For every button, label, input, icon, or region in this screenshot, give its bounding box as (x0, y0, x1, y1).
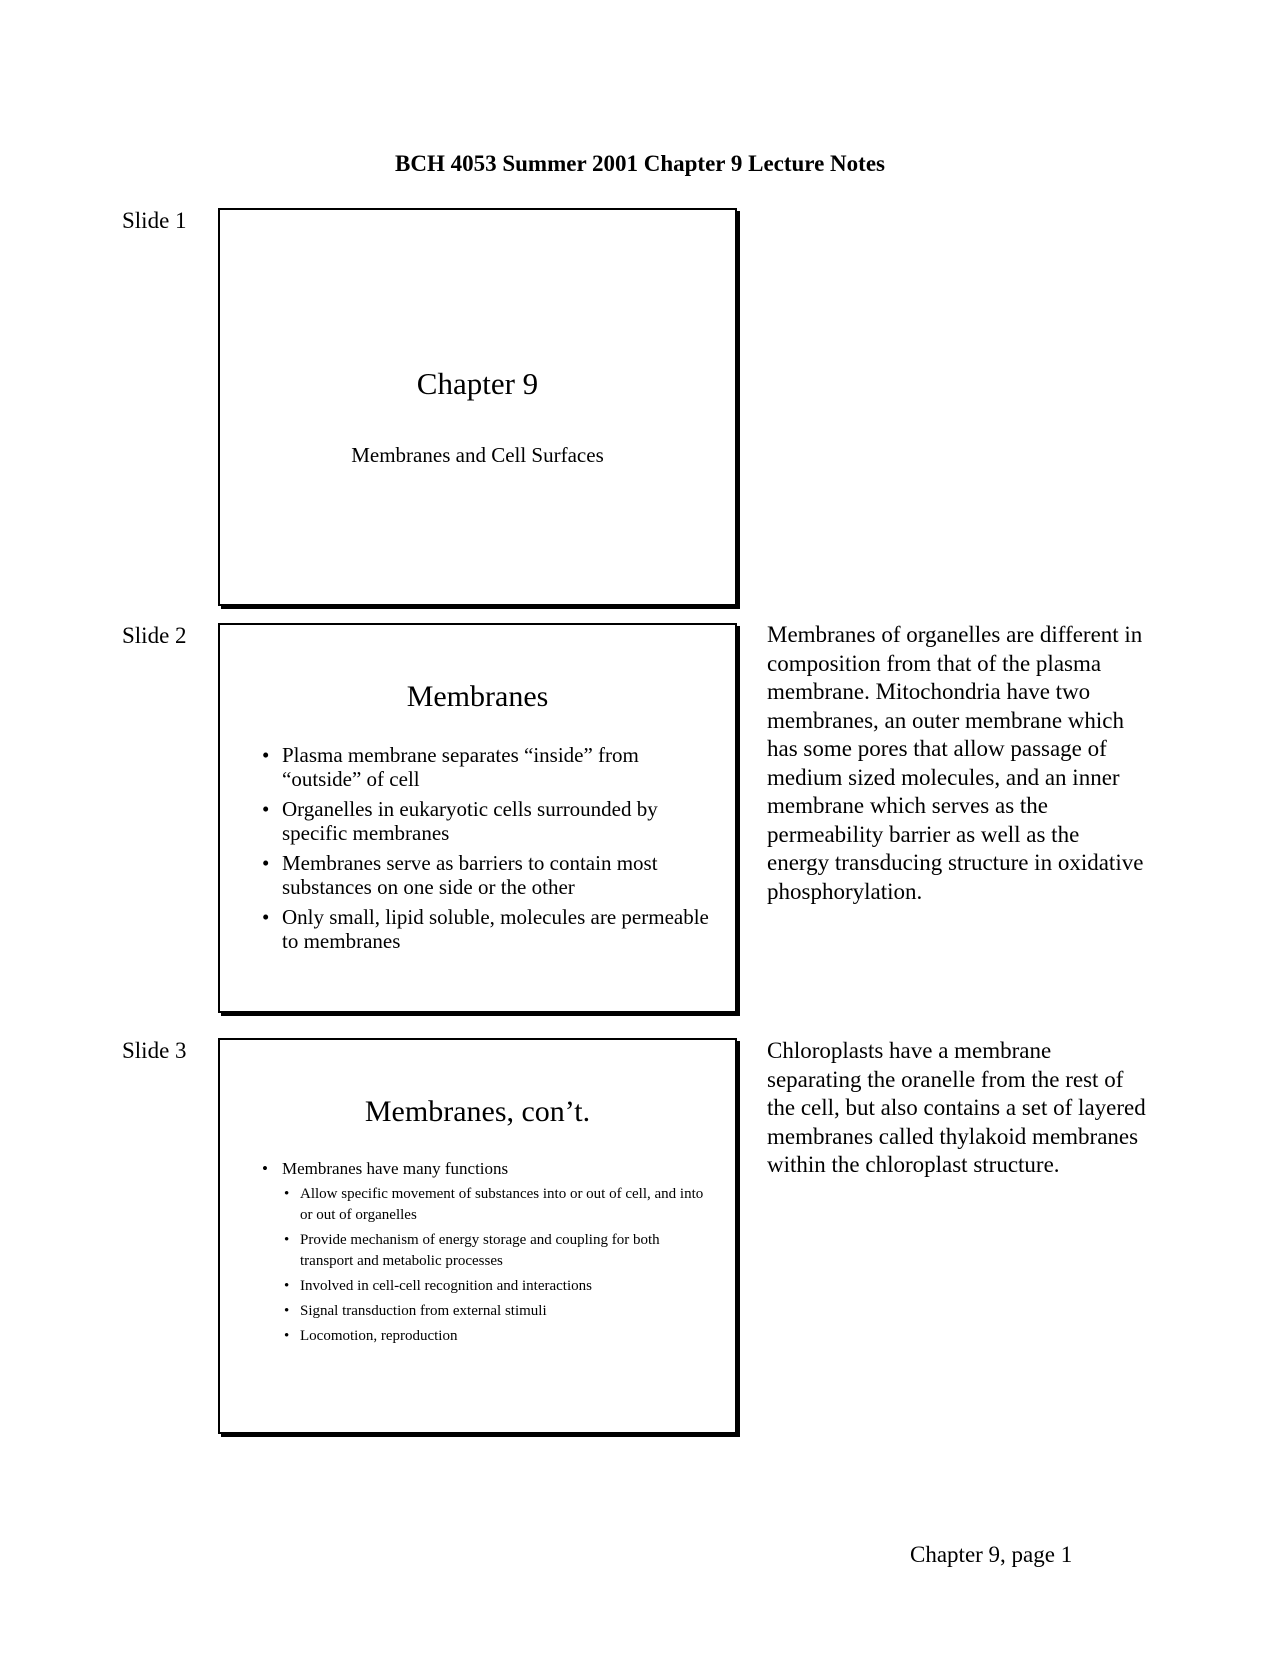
slide-2-bullet-list (262, 743, 715, 959)
list-item: • Plasma membrane separates “inside” from “outside” of cell (262, 743, 639, 791)
slide-3-bullet-list (262, 1158, 715, 1351)
page-title: BCH 4053 Summer 2001 Chapter 9 Lecture Notes (395, 151, 885, 176)
list-item: • Only small, lipid soluble, molecules are permeable to membranes (262, 905, 709, 953)
slide-label-2: Slide 2 (122, 623, 187, 648)
slide-3-frame (218, 1038, 737, 1434)
bullet-text: Organelles in eukaryotic cells surrounded by specific membranes (282, 797, 658, 845)
list-item: • Involved in cell-cell recognition and interactions (284, 1278, 592, 1294)
list-item: • Organelles in eukaryotic cells surrounded by specific membranes (262, 797, 658, 845)
sub-bullet-text: Locomotion, reproduction (300, 1328, 458, 1344)
list-item: • Signal transduction from external stimuli (284, 1303, 547, 1319)
bullet-text: Only small, lipid soluble, molecules are permeable to membranes (282, 905, 709, 953)
slide-2-frame (218, 623, 737, 1013)
sub-bullet-text: Signal transduction from external stimuli (300, 1303, 547, 1319)
slide-1-title: Chapter 9 (416, 366, 539, 401)
slide-2-title: Membranes (406, 680, 549, 713)
list-item: • Allow specific movement of substances into or out of cell, and into or out of organelles (284, 1186, 704, 1223)
list-item: • Membranes have many functions • Allow specific movement of substances into or out of cell, and into or out of organelles • Provide mechanism of energy storage and coupling for both transport and metabolic processes • Involved in cell-cell recognition and interactions • Signal transduction from external stimuli • Locomotion, reproduction (262, 1158, 715, 1347)
list-item: • Locomotion, reproduction (284, 1328, 458, 1344)
slide-3-notes: Chloroplasts have a membrane separating the oranelle from the rest of the cell, but also contains a set of layered membranes called thylakoid membranes within the chloroplast structure. (767, 1038, 1146, 1177)
page-footer: Chapter 9, page 1 (910, 1542, 1073, 1567)
bullet-text: Membranes serve as barriers to contain most substances on one side or the other (282, 851, 658, 899)
slide-3-sub-bullet-list (284, 1184, 715, 1347)
bullet-text: Plasma membrane separates “inside” from “outside” of cell (282, 743, 639, 791)
sub-bullet-text: Involved in cell-cell recognition and interactions (300, 1278, 592, 1294)
slide-2-notes: Membranes of organelles are different in composition from that of the plasma membrane. Mitochondria have two membranes, an outer membrane which has some pores that allow passage of medium sized molecules, and an inner membrane which serves as the permeability barrier as well as the energy transducing structure in oxidative phosphorylation. (767, 622, 1144, 904)
list-item: • Membranes serve as barriers to contain most substances on one side or the other (262, 851, 658, 899)
slide-1-subtitle: Membranes and Cell Surfaces (351, 443, 604, 467)
slide-1-frame (218, 208, 737, 606)
sub-bullet-text: Provide mechanism of energy storage and coupling for both transport and metabolic processes (300, 1232, 660, 1269)
sub-bullet-text: Allow specific movement of substances into or out of cell, and into or out of organelles (300, 1186, 704, 1223)
list-item: • Provide mechanism of energy storage and coupling for both transport and metabolic processes (284, 1232, 660, 1269)
slide-label-3: Slide 3 (122, 1038, 187, 1063)
slide-3-title: Membranes, con’t. (364, 1095, 591, 1128)
bullet-text: Membranes have many functions (282, 1159, 509, 1178)
slide-label-1: Slide 1 (122, 208, 187, 233)
